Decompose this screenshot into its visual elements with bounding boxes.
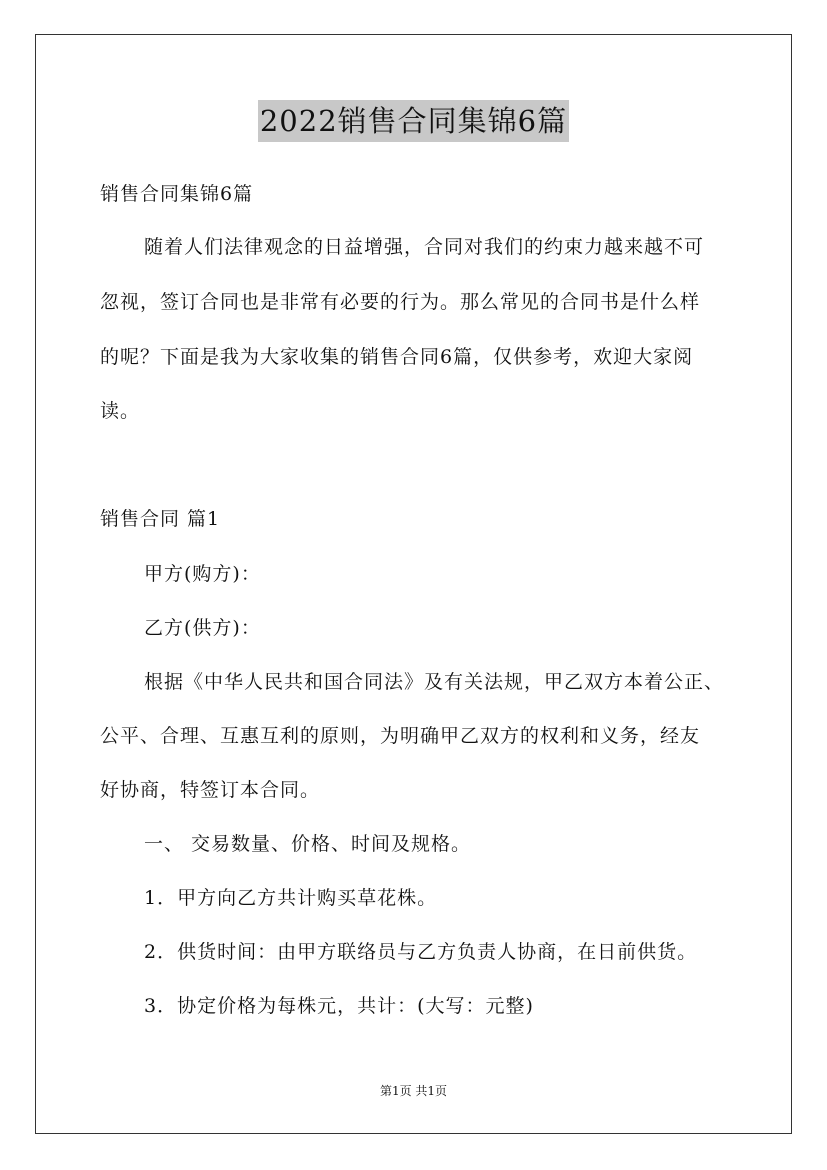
intro-line-3: 的呢？下面是我为大家收集的销售合同6篇，仅供参考，欢迎大家阅 (100, 346, 694, 368)
basis-line-1: 根据《中华人民共和国合同法》及有关法规，甲乙双方本着公正、 (144, 671, 725, 693)
item-2: 2．供货时间：由甲方联络员与乙方负责人协商，在日前供货。 (144, 941, 698, 963)
item-1: 1．甲方向乙方共计购买草花株。 (144, 887, 438, 909)
document-title: 2022销售合同集锦6篇 (258, 100, 569, 142)
intro-line-1: 随着人们法律观念的日益增强，合同对我们的约束力越来越不可 (144, 236, 705, 258)
party-a-line: 甲方(购方)： (144, 563, 261, 585)
intro-line-2: 忽视，签订合同也是非常有必要的行为。那么常见的合同书是什么样 (100, 291, 701, 313)
basis-line-3: 好协商，特签订本合同。 (100, 779, 321, 801)
intro-line-4: 读。 (100, 400, 141, 422)
party-b-line: 乙方(供方)： (144, 617, 261, 639)
clause-one: 一、 交易数量、价格、时间及规格。 (144, 833, 472, 855)
basis-line-2: 公平、合理、互惠互利的原则，为明确甲乙双方的权利和义务，经友 (100, 725, 701, 747)
section-heading: 销售合同 篇1 (100, 508, 221, 530)
subtitle: 销售合同集锦6篇 (100, 183, 254, 205)
title-wrap (0, 100, 827, 142)
page-footer: 第1页 共1页 (379, 1084, 448, 1098)
item-3: 3．协定价格为每株元，共计：(大写：元整) (144, 995, 534, 1017)
